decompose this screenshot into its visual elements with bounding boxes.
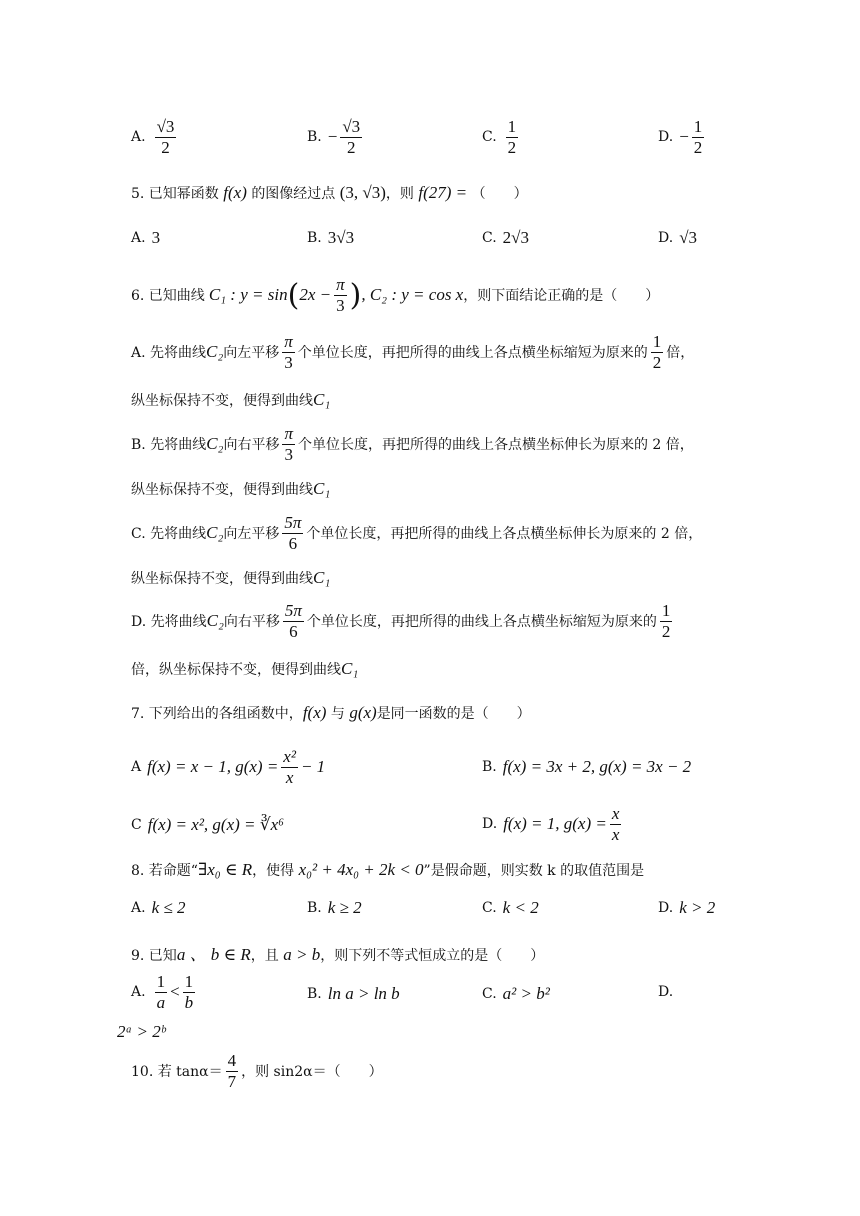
q9-option-b[interactable]: B. ln a > ln b [307,984,400,1003]
q8-stem: 8. 若命题“∃x₀ ∈ R，使得 x₀² + 4x₀ + 2k < 0”是假命题，则实数 k 的取值范围是 [131,860,645,879]
q5-stem: 5. 已知幂函数 f(x) 的图像经过点 (3, √3)，则 f(27) = （ ） [131,183,528,202]
q6-option-a[interactable]: A. 先将曲线 C₂ 向左平移 $\frac{\pi}{3}$ 个单位长度，再把所得的曲线上各点横坐标缩短为原来的 $\frac{1}{2}$ 倍， [131,332,695,372]
q7-option-d[interactable]: D. f(x) = 1, g(x) = $\frac{x}{x}$ [482,804,620,844]
fraction: $\frac{1}{2}$ [652,332,662,372]
fraction: $\frac{\pi}{3}$ [336,275,345,315]
q6-option-a-line2: 纵坐标保持不变，便得到曲线C₁ [131,390,331,409]
q6-option-b-line2: 纵坐标保持不变，便得到曲线C₁ [131,479,331,498]
fraction: $\frac{5\pi}{6}$ [284,601,302,641]
q10-stem: 10. 若 tanα＝ $\frac{4}{7}$ ，则 sin2α＝（ ） [131,1051,383,1091]
fraction: $\frac{\text{x²}}{x}$ [283,747,296,787]
q6-option-c[interactable]: C. 先将曲线 C₂ 向左平移 $\frac{5\pi}{6}$ 个单位长度，再把所得的曲线上各点横坐标伸长为原来的 2 倍， [131,513,703,553]
fraction: $\frac{1}{2}$ [693,117,703,157]
q8-option-d[interactable]: D. k > 2 [658,898,716,917]
fraction: $\frac{√3}{2}$ [156,117,175,157]
q4-option-d[interactable]: D. − $\frac{1}{2}$ [658,117,703,157]
q9-option-d[interactable]: D. [658,984,674,1000]
fraction: $\frac{5\pi}{6}$ [284,513,302,553]
fraction: $\frac{√3}{2}$ [342,117,361,157]
q4-option-b[interactable]: B. − $\frac{√3}{2}$ [307,117,361,157]
q8-option-c[interactable]: C. k < 2 [482,898,539,917]
fraction: $\frac{1}{2}$ [661,601,671,641]
q6-option-b[interactable]: B. 先将曲线 C₂ 向右平移 $\frac{\pi}{3}$ 个单位长度，再把所得的曲线上各点横坐标伸长为原来的 2 倍， [131,424,694,464]
q8-option-a[interactable]: A. k ≤ 2 [131,898,186,917]
fraction: $\frac{\pi}{3}$ [284,424,293,464]
q4-option-a[interactable]: A. $\frac{√3}{2}$ [131,117,175,157]
q4-option-c[interactable]: C. $\frac{1}{2}$ [482,117,517,157]
fraction: $\frac{\pi}{3}$ [284,332,293,372]
q5-option-c[interactable]: C. 2√3 [482,228,530,247]
q6-option-c-line2: 纵坐标保持不变，便得到曲线C₁ [131,568,331,587]
q6-option-d[interactable]: D. 先将曲线 C₂ 向右平移 $\frac{5\pi}{6}$ 个单位长度，再把所得的曲线上各点横坐标缩短为原来的 $\frac{1}{2}$ [131,601,671,641]
q7-option-c[interactable]: C f(x) = x², g(x) = ∛x⁶ [131,815,285,834]
fraction: $\frac{4}{7}$ [227,1051,237,1091]
q9-option-d-expr: 2ᵃ > 2ᵇ [117,1022,166,1041]
fraction: $\frac{x}{x}$ [611,804,620,844]
q5-option-d[interactable]: D. √3 [658,228,698,247]
q4-options [0,118,860,158]
q7-stem: 7. 下列给出的各组函数中，f(x) 与 g(x)是同一函数的是（ ） [131,703,531,722]
q9-option-c[interactable]: C. a² > b² [482,984,550,1003]
q7-option-a[interactable]: A f(x) = x − 1, g(x) = $\frac{\text{x²}}{x}$ − 1 [131,747,326,787]
q6-stem: 6. 已知曲线 C₁ : y = sin ( 2x − $\frac{\pi}{3}$ ) , C₂ : y = cos x ，则下面结论正确的是（ ） [131,275,660,315]
q5-option-a[interactable]: A. 3 [131,228,161,247]
fraction: $\frac{1}{b}$ [184,972,194,1012]
fraction: $\frac{1}{a}$ [156,972,166,1012]
q6-option-d-line2: 倍，纵坐标保持不变，便得到曲线C₁ [131,659,359,678]
q9-option-a[interactable]: A. $\frac{1}{a}$ < $\frac{1}{b}$ [131,972,194,1012]
q5-options [0,228,860,268]
q8-options [0,898,860,938]
q9-stem: 9. 已知a 、 b ∈ R，且 a > b，则下列不等式恒成立的是（ ） [131,945,545,964]
q5-option-b[interactable]: B. 3√3 [307,228,355,247]
fraction: $\frac{1}{2}$ [507,117,517,157]
q8-option-b[interactable]: B. k ≥ 2 [307,898,362,917]
q7-option-b[interactable]: B. f(x) = 3x + 2, g(x) = 3x − 2 [482,757,692,776]
